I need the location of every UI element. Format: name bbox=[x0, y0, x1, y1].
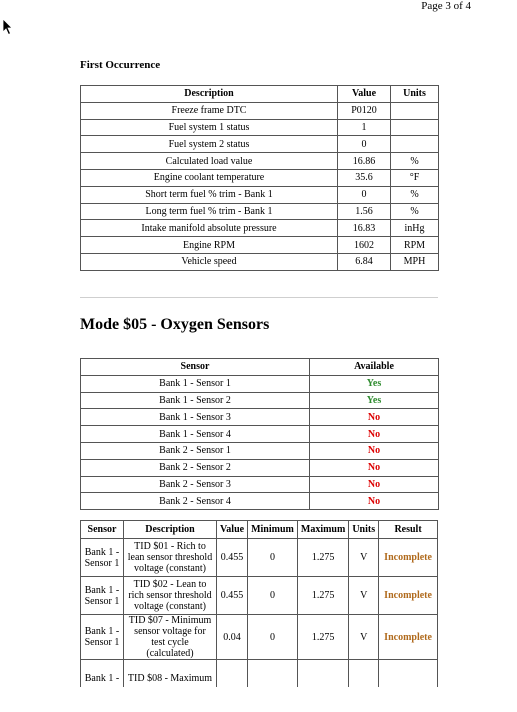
table-row bbox=[81, 169, 439, 186]
cell-available: No bbox=[310, 442, 439, 459]
table-row bbox=[81, 476, 439, 493]
column-header: Value bbox=[338, 86, 391, 103]
cell-units: % bbox=[391, 153, 439, 170]
cell-units: MPH bbox=[391, 253, 439, 270]
cell-value: 6.84 bbox=[338, 253, 391, 270]
cell-value bbox=[217, 660, 248, 688]
cell-description: Freeze frame DTC bbox=[81, 102, 338, 119]
cell-value: 16.83 bbox=[338, 220, 391, 237]
column-header: Maximum bbox=[297, 521, 348, 539]
table-row bbox=[81, 203, 439, 220]
table-row bbox=[81, 660, 438, 688]
cell-description: Engine coolant temperature bbox=[81, 169, 338, 186]
mode05-title: Mode $05 - Oxygen Sensors bbox=[80, 316, 270, 333]
cell-maximum: 1.275 bbox=[297, 615, 348, 660]
column-header: Description bbox=[81, 86, 338, 103]
cell-description: Short term fuel % trim - Bank 1 bbox=[81, 186, 338, 203]
cell-value: 0 bbox=[338, 186, 391, 203]
cell-description: Fuel system 1 status bbox=[81, 119, 338, 136]
cell-units bbox=[391, 102, 439, 119]
cell-description: TID $01 - Rich to lean sensor threshold voltage (constant) bbox=[124, 539, 217, 577]
cell-value: 16.86 bbox=[338, 153, 391, 170]
cell-description: Calculated load value bbox=[81, 153, 338, 170]
cell-description: Engine RPM bbox=[81, 237, 338, 254]
table-row bbox=[81, 442, 439, 459]
table-row bbox=[81, 119, 439, 136]
cell-description: TID $08 - Maximum bbox=[124, 660, 217, 688]
cell-units: °F bbox=[391, 169, 439, 186]
table-header-row bbox=[81, 359, 439, 376]
freeze-frame-table bbox=[80, 85, 439, 271]
cell-units: RPM bbox=[391, 237, 439, 254]
table-row bbox=[81, 153, 439, 170]
cell-maximum bbox=[297, 660, 348, 688]
tid-test-table bbox=[80, 520, 438, 687]
cell-available: No bbox=[310, 426, 439, 443]
table-row bbox=[81, 220, 439, 237]
cell-description: Intake manifold absolute pressure bbox=[81, 220, 338, 237]
cell-sensor: Bank 1 - Sensor 1 bbox=[81, 375, 310, 392]
first-occurrence-title: First Occurrence bbox=[80, 59, 161, 71]
cell-minimum: 0 bbox=[248, 577, 298, 615]
tid-test-body bbox=[81, 539, 438, 688]
cell-units bbox=[391, 119, 439, 136]
cell-available: No bbox=[310, 409, 439, 426]
table-header-row bbox=[81, 521, 438, 539]
cell-result: Incomplete bbox=[379, 577, 438, 615]
cell-result: Incomplete bbox=[379, 539, 438, 577]
table-row bbox=[81, 237, 439, 254]
page-number: Page 3 of 4 bbox=[421, 0, 471, 12]
cell-maximum: 1.275 bbox=[297, 539, 348, 577]
column-header: Units bbox=[391, 86, 439, 103]
cell-sensor: Bank 1 - Sensor 3 bbox=[81, 409, 310, 426]
cell-units bbox=[349, 660, 379, 688]
cell-description: Fuel system 2 status bbox=[81, 136, 338, 153]
cell-minimum: 0 bbox=[248, 615, 298, 660]
cell-sensor: Bank 1 - Sensor 1 bbox=[81, 615, 124, 660]
table-row bbox=[81, 136, 439, 153]
table-row bbox=[81, 577, 438, 615]
cell-minimum bbox=[248, 660, 298, 688]
cell-available: No bbox=[310, 493, 439, 510]
cell-value: 0.455 bbox=[217, 577, 248, 615]
cell-sensor: Bank 2 - Sensor 4 bbox=[81, 493, 310, 510]
cell-value: 1 bbox=[338, 119, 391, 136]
cell-units: V bbox=[349, 539, 379, 577]
table-row bbox=[81, 493, 439, 510]
cell-value: 35.6 bbox=[338, 169, 391, 186]
table-row bbox=[81, 102, 439, 119]
table-row bbox=[81, 615, 438, 660]
freeze-frame-body bbox=[81, 102, 439, 270]
oxygen-sensor-body bbox=[81, 375, 439, 509]
cell-units: V bbox=[349, 615, 379, 660]
cell-value: 0.455 bbox=[217, 539, 248, 577]
cell-value: 1.56 bbox=[338, 203, 391, 220]
cell-result bbox=[379, 660, 438, 688]
cell-value: 1602 bbox=[338, 237, 391, 254]
cell-description: TID $02 - Lean to rich sensor threshold voltage (constant) bbox=[124, 577, 217, 615]
column-header: Minimum bbox=[248, 521, 298, 539]
column-header: Units bbox=[349, 521, 379, 539]
cell-description: Vehicle speed bbox=[81, 253, 338, 270]
table-row bbox=[81, 253, 439, 270]
cell-units: V bbox=[349, 577, 379, 615]
cell-minimum: 0 bbox=[248, 539, 298, 577]
column-header: Sensor bbox=[81, 359, 310, 376]
cell-value: P0120 bbox=[338, 102, 391, 119]
column-header: Value bbox=[217, 521, 248, 539]
cell-units: % bbox=[391, 186, 439, 203]
cell-maximum: 1.275 bbox=[297, 577, 348, 615]
cell-value: 0.04 bbox=[217, 615, 248, 660]
table-row bbox=[81, 409, 439, 426]
cell-sensor: Bank 1 - Sensor 4 bbox=[81, 426, 310, 443]
table-row bbox=[81, 186, 439, 203]
cell-units bbox=[391, 136, 439, 153]
cell-sensor: Bank 2 - Sensor 2 bbox=[81, 459, 310, 476]
cell-available: No bbox=[310, 459, 439, 476]
mouse-cursor-icon bbox=[2, 18, 14, 36]
cell-description: Long term fuel % trim - Bank 1 bbox=[81, 203, 338, 220]
cell-sensor: Bank 1 - Sensor 1 bbox=[81, 577, 124, 615]
cell-units: inHg bbox=[391, 220, 439, 237]
cell-sensor: Bank 1 - Sensor 2 bbox=[81, 392, 310, 409]
table-row bbox=[81, 375, 439, 392]
table-row bbox=[81, 459, 439, 476]
cell-sensor: Bank 2 - Sensor 3 bbox=[81, 476, 310, 493]
section-divider bbox=[80, 297, 438, 298]
column-header: Result bbox=[379, 521, 438, 539]
cell-description: TID $07 - Minimum sensor voltage for test cycle (calculated) bbox=[124, 615, 217, 660]
cell-value: 0 bbox=[338, 136, 391, 153]
cell-units: % bbox=[391, 203, 439, 220]
cell-available: Yes bbox=[310, 392, 439, 409]
table-header-row bbox=[81, 86, 439, 103]
cell-available: Yes bbox=[310, 375, 439, 392]
table-row bbox=[81, 426, 439, 443]
table-row bbox=[81, 392, 439, 409]
cell-sensor: Bank 2 - Sensor 1 bbox=[81, 442, 310, 459]
column-header: Sensor bbox=[81, 521, 124, 539]
cell-sensor: Bank 1 - Sensor 1 bbox=[81, 539, 124, 577]
cell-sensor: Bank 1 - bbox=[81, 660, 124, 688]
table-row bbox=[81, 539, 438, 577]
cell-available: No bbox=[310, 476, 439, 493]
column-header: Available bbox=[310, 359, 439, 376]
oxygen-sensor-table bbox=[80, 358, 439, 510]
column-header: Description bbox=[124, 521, 217, 539]
cell-result: Incomplete bbox=[379, 615, 438, 660]
